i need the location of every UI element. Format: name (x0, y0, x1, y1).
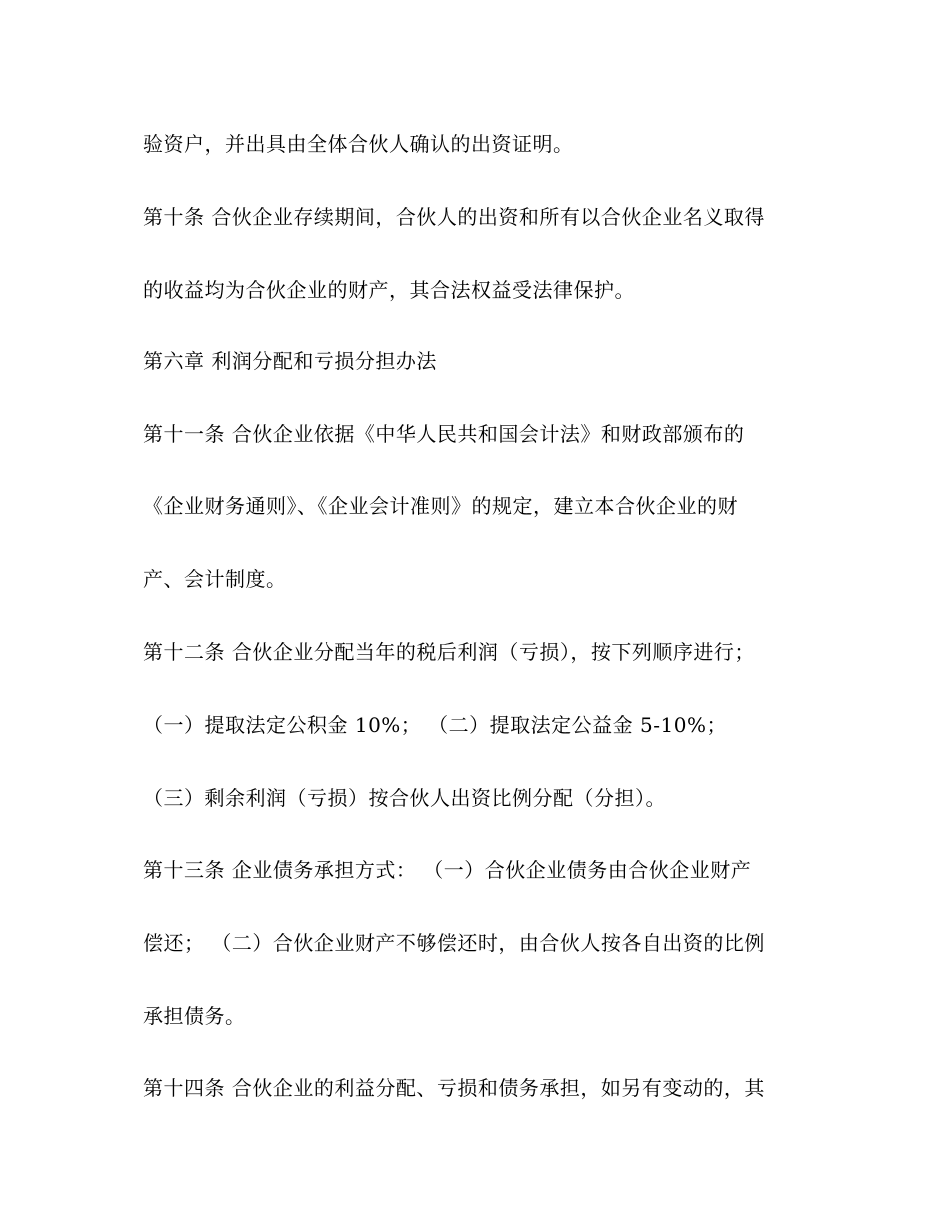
paragraph-line: 的收益均为合伙企业的财产，其合法权益受法律保护。 (143, 278, 635, 302)
paragraph-line: （三）剩余利润（亏损）按合伙人出资比例分配（分担）。 (143, 786, 666, 810)
paragraph-line: 偿还； （二）合伙企业财产不够偿还时，由合伙人按各自出资的比例 (143, 931, 765, 955)
paragraph-line: 第十二条 合伙企业分配当年的税后利润（亏损），按下列顺序进行； (143, 640, 755, 664)
paragraph-line: 第十四条 合伙企业的利益分配、亏损和债务承担，如另有变动的，其 (143, 1076, 765, 1100)
paragraph-line: 产、会计制度。 (143, 567, 287, 591)
paragraph-line: 承担债务。 (143, 1004, 246, 1028)
paragraph-line: （一）提取法定公积金 10%； （二）提取法定公益金 5-10%； (143, 713, 727, 737)
paragraph-line: 第十条 合伙企业存续期间，合伙人的出资和所有以合伙企业名义取得 (143, 205, 765, 229)
paragraph-line: 《企业财务通则》、《企业会计准则》的规定，建立本合伙企业的财 (143, 494, 738, 518)
chapter-heading: 第六章 利润分配和亏损分担办法 (143, 349, 437, 373)
paragraph-line: 第十一条 合伙企业依据《中华人民共和国会计法》和财政部颁布的 (143, 422, 745, 446)
paragraph-line: 验资户，并出具由全体合伙人确认的出资证明。 (143, 132, 574, 156)
paragraph-line: 第十三条 企业债务承担方式： （一）合伙企业债务由合伙企业财产 (143, 858, 752, 882)
